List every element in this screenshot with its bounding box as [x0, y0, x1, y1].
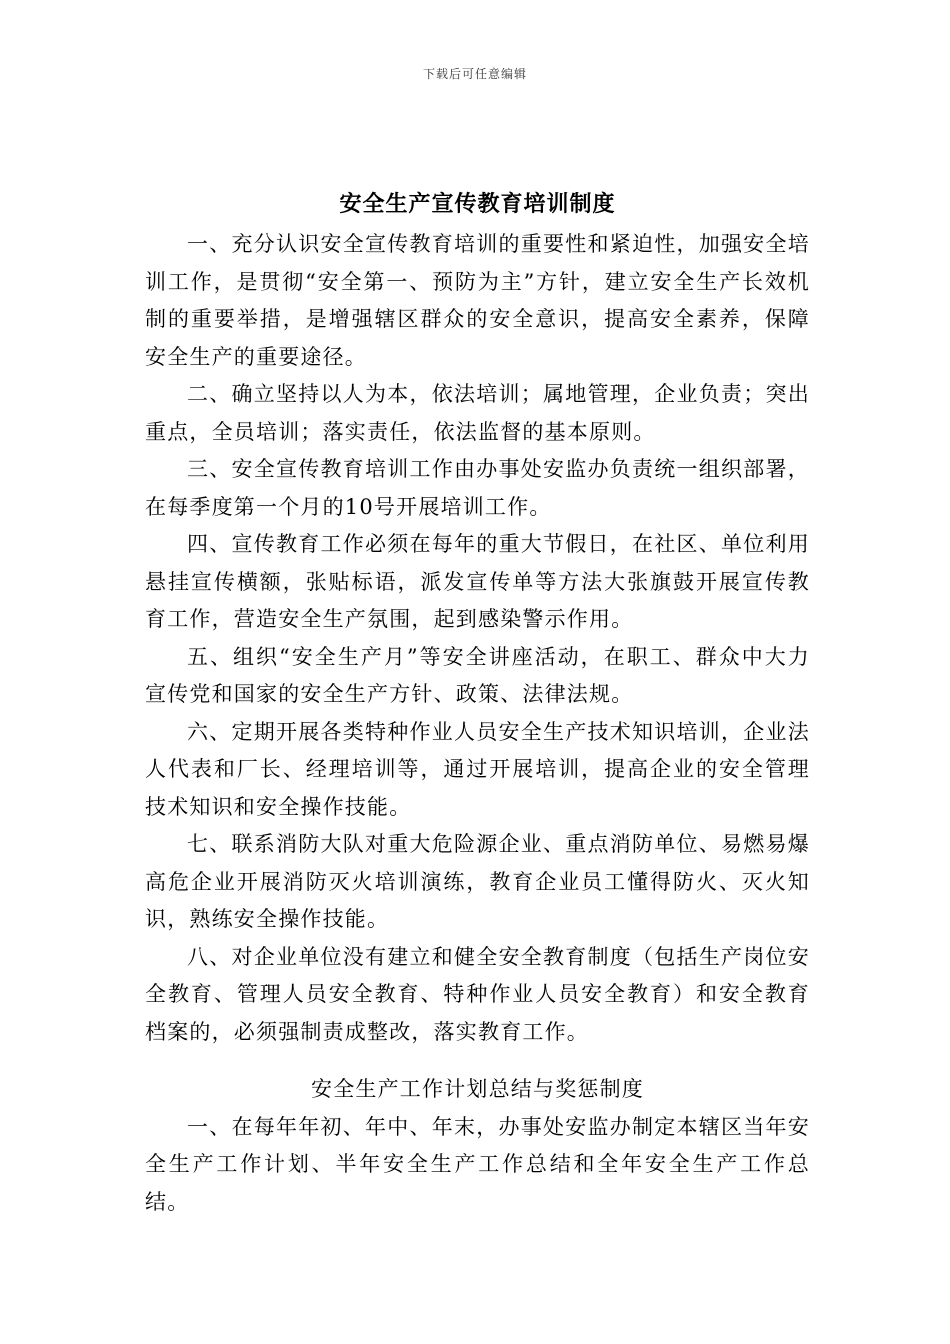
paragraph: 八、对企业单位没有建立和健全安全教育制度（包括生产岗位安全教育、管理人员安全教育、特种作业人员安全教育）和安全教育档案的，必须强制责成整改，落实教育工作。 [145, 944, 810, 1044]
paragraph: 四、宣传教育工作必须在每年的重大节假日，在社区、单位利用悬挂宣传横额，张贴标语，派发宣传单等方法大张旗鼓开展宣传教育工作，营造安全生产氛围，起到感染警示作用。 [145, 532, 810, 631]
document-content [145, 182, 810, 1221]
paragraph: 七、联系消防大队对重大危险源企业、重点消防单位、易燃易爆高危企业开展消防灭火培训演练，教育企业员工懂得防火、灭火知识，熟练安全操作技能。 [145, 832, 810, 931]
paragraph: 一、在每年年初、年中、年末，办事处安监办制定本辖区当年安全生产工作计划、半年安全生产工作总结和全年安全生产工作总结。 [145, 1114, 810, 1214]
paragraph: 五、组织“安全生产月”等安全讲座活动，在职工、群众中大力宣传党和国家的安全生产方针、政策、法律法规。 [145, 644, 810, 706]
paragraph: 一、充分认识安全宣传教育培训的重要性和紧迫性，加强安全培训工作，是贯彻“安全第一、预防为主”方针，建立安全生产长效机制的重要举措，是增强辖区群众的安全意识，提高安全素养，保障安全生产的重要途径。 [145, 232, 810, 369]
paragraph: 三、安全宣传教育培训工作由办事处安监办负责统一组织部署，在每季度第一个月的10号开展培训工作。 [145, 457, 810, 519]
section-title-plan: 安全生产工作计划总结与奖惩制度 [311, 1077, 644, 1101]
section-title-training: 安全生产宣传教育培训制度 [339, 191, 616, 217]
header-note: 下载后可任意编辑 [422, 67, 527, 81]
paragraph: 二、确立坚持以人为本，依法培训；属地管理，企业负责；突出重点，全员培训；落实责任，依法监督的基本原则。 [145, 382, 810, 444]
paragraph: 六、定期开展各类特种作业人员安全生产技术知识培训，企业法人代表和厂长、经理培训等，通过开展培训，提高企业的安全管理技术知识和安全操作技能。 [145, 719, 810, 819]
